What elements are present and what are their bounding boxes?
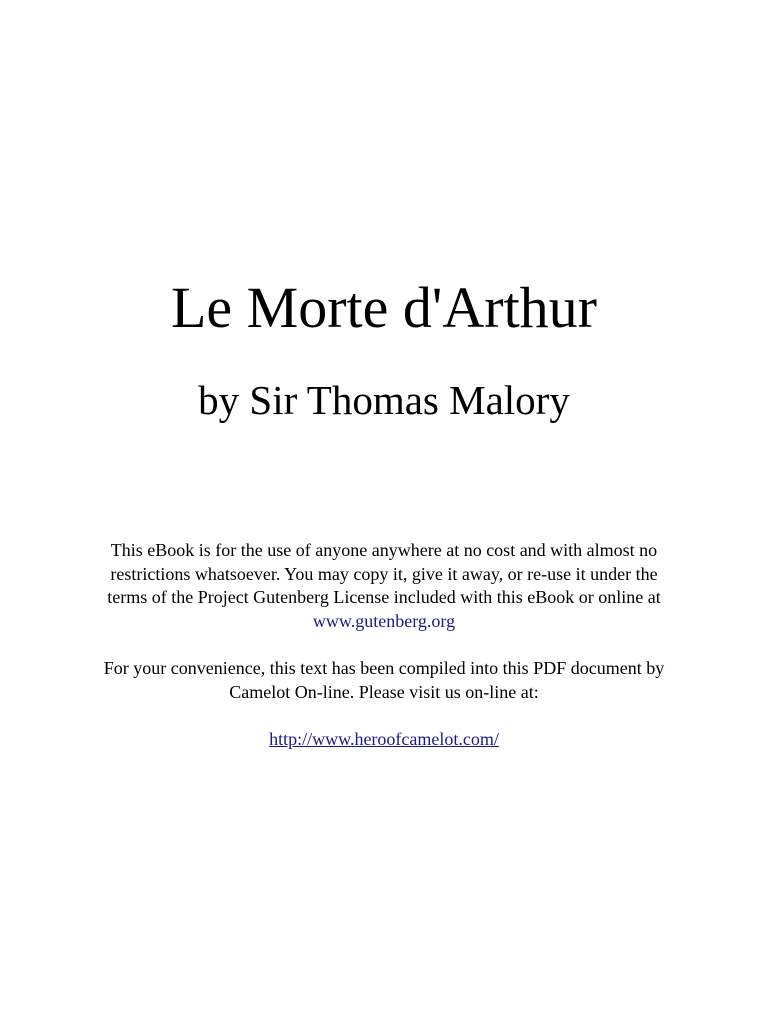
paragraph-spacer — [40, 633, 728, 657]
license-paragraph — [40, 539, 728, 633]
license-line: This eBook is for the use of anyone anywhere at no cost and with almost no — [110, 540, 658, 560]
convenience-paragraph — [40, 657, 728, 704]
license-line: restrictions whatsoever. You may copy it, give it away, or re-use it under the — [110, 563, 658, 584]
book-author: by Sir Thomas Malory — [198, 377, 570, 423]
camelot-link[interactable]: http://www.heroofcamelot.com/ — [269, 729, 499, 749]
camelot-link-paragraph — [40, 728, 728, 752]
license-line: terms of the Project Gutenberg License included with this eBook or online at — [107, 587, 661, 607]
camelot-link-line — [40, 728, 728, 752]
gutenberg-link[interactable]: www.gutenberg.org — [312, 610, 456, 631]
paragraph-spacer — [40, 704, 728, 728]
book-title: Le Morte d'Arthur — [171, 275, 597, 340]
gutenberg-link-line — [40, 610, 728, 634]
license-notice — [40, 539, 728, 752]
convenience-line: For your convenience, this text has been compiled into this PDF document by — [103, 658, 665, 678]
convenience-line: Camelot On-line. Please visit us on-line at: — [229, 681, 539, 702]
